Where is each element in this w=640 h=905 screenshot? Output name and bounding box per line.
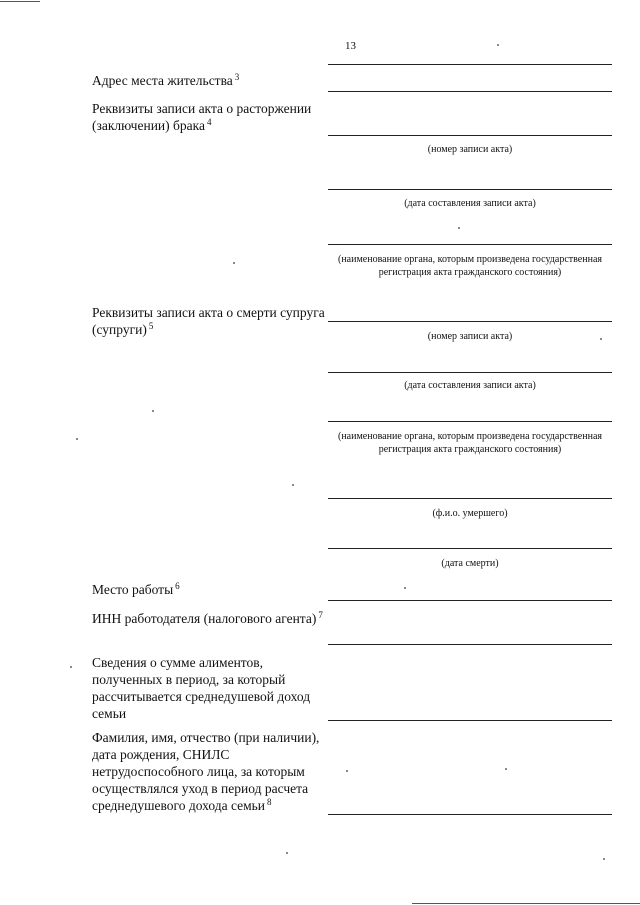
label-employer-inn [92,610,327,627]
scan-speck [286,852,288,854]
label-divorce-record-text: Реквизиты записи акта о расторжении (заключении) брака [92,101,312,133]
label-address-text: Адрес места жительства [92,73,233,88]
caption-deceased-name: (ф.и.о. умершего) [432,508,508,519]
divorce-record-number-line [328,135,612,136]
scan-speck [346,770,348,772]
workplace-line [328,600,612,601]
scan-speck [497,44,499,46]
scan-speck [505,768,507,770]
label-care-person-text: Фамилия, имя, отчество (при наличии), дата рождения, СНИЛС нетрудоспособного лица, за которым осуществлялся уход в период расчета среднедушевого дохода семьи [92,730,320,813]
scan-speck [233,262,235,264]
scan-speck [292,484,294,486]
footnote-ref: 7 [318,610,323,620]
footnote-ref: 3 [234,72,240,82]
scan-speck [76,438,78,440]
scan-speck [404,587,406,589]
divorce-record-date-line [328,189,612,190]
death-date-line [328,548,612,549]
footnote-ref: 4 [206,117,212,127]
label-alimony-text: Сведения о сумме алиментов, полученных в период, за который рассчитывается среднедушевой доход семьи [92,655,311,721]
label-employer-inn-text: ИНН работодателя (налогового агента) [92,611,317,626]
label-workplace [92,581,327,598]
label-death-record [92,304,327,338]
footnote-ref: 8 [267,797,272,807]
label-divorce-record [92,100,327,134]
label-care-person [92,729,327,814]
caption-record-number: (номер записи акта) [427,144,513,155]
scan-edge-mark [0,1,40,2]
death-record-number-line [328,321,612,322]
footnote-ref: 5 [148,321,154,331]
scan-speck [152,410,154,412]
label-death-record-text: Реквизиты записи акта о смерти супруга (супруги) [92,305,325,337]
care-person-line [328,814,612,815]
scan-speck [603,858,605,860]
caption-record-date: (дата составления записи акта) [404,198,536,209]
deceased-name-line [328,498,612,499]
scan-speck [600,338,602,340]
alimony-line [328,720,612,721]
footnote-ref: 6 [175,581,180,591]
label-address [92,72,327,89]
death-record-date-line [328,372,612,373]
label-workplace-text: Место работы [92,582,174,597]
page-number: 13 [345,40,356,52]
death-registry-body-line [328,421,612,422]
address-line [328,64,612,65]
caption-record-number: (номер записи акта) [427,331,513,342]
caption-registry-body: (наименование органа, которым произведена государственная регистрация акта гражданского состояния) [338,431,602,455]
divorce-registry-body-line [328,244,612,245]
employer-inn-line [328,644,612,645]
caption-registry-body: (наименование органа, которым произведена государственная регистрация акта гражданского состояния) [338,254,602,278]
address-line-2 [328,91,612,92]
caption-death-date: (дата смерти) [441,558,499,569]
scan-edge-mark [412,903,640,904]
scan-speck [458,227,460,229]
label-alimony [92,654,327,722]
caption-record-date: (дата составления записи акта) [404,380,536,391]
scan-speck [70,666,72,668]
